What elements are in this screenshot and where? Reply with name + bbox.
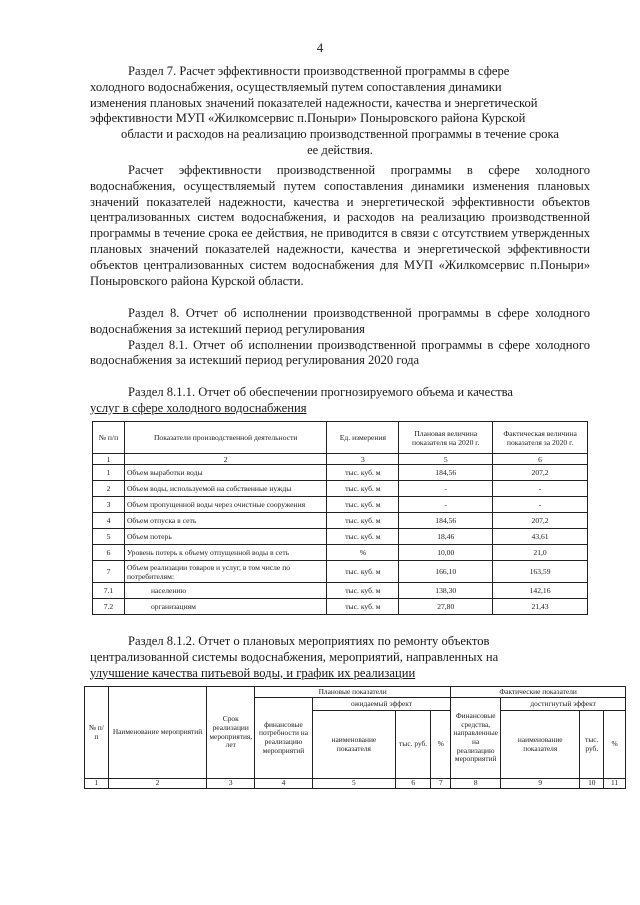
row-number: 7 xyxy=(93,561,125,583)
row-number: 5 xyxy=(93,529,125,545)
section81-heading: Раздел 8.1. Отчет об исполнении производственной программы в сфере холодного водоснабжения за истекший период регулирования 2020 года xyxy=(90,337,590,368)
section7-heading-line: холодного водоснабжения, осуществляемый путем сопоставления динамики xyxy=(90,79,502,94)
row-number: 1 xyxy=(93,465,125,481)
col-header-fin-fact: Финансовые средства, направленные на реализацию мероприятий xyxy=(451,698,501,779)
column-number: 9 xyxy=(501,779,580,789)
section8-heading: Раздел 8. Отчет об исполнении производственной программы в сфере холодного водоснабжения за истекший период регулирования xyxy=(90,306,590,336)
table-row xyxy=(93,529,588,545)
row-unit: тыс. куб. м xyxy=(327,465,399,481)
row-unit: % xyxy=(327,545,399,561)
section812-heading: централизованной системы водоснабжения, мероприятий, направленных на xyxy=(90,649,499,664)
table-row xyxy=(93,545,588,561)
row-name: Объем пропущенной воды через очистные сооружения xyxy=(124,497,327,513)
row-fact: 207,2 xyxy=(493,513,588,529)
table-row xyxy=(93,481,588,497)
col-header-planned: Плановые показатели xyxy=(255,687,451,698)
row-fact: 21,43 xyxy=(493,599,588,615)
row-unit: тыс. куб. м xyxy=(327,513,399,529)
row-plan: 18,46 xyxy=(399,529,493,545)
column-number: 2 xyxy=(108,779,207,789)
row-unit: тыс. куб. м xyxy=(327,583,399,599)
section811-heading: услуг в сфере холодного водоснабжения xyxy=(90,400,307,415)
col-header-number: № п/п xyxy=(85,687,109,779)
row-unit: тыс. куб. м xyxy=(327,481,399,497)
column-number: 1 xyxy=(85,779,109,789)
row-plan: 27,80 xyxy=(399,599,493,615)
row-name: Объем реализации товаров и услуг, в том числе по потребителям: xyxy=(124,561,327,583)
section7-heading xyxy=(90,64,590,159)
row-plan: - xyxy=(399,481,493,497)
table-header: Плановая величина показателя на 2020 г. xyxy=(399,422,493,454)
col-header-thousand-rub: тыс. руб. xyxy=(395,711,431,779)
row-number: 7.2 xyxy=(93,599,125,615)
column-number: 3 xyxy=(207,779,255,789)
row-fact: 163,59 xyxy=(493,561,588,583)
col-header-name: Наименование мероприятий xyxy=(108,687,207,779)
row-plan: 138,30 xyxy=(399,583,493,599)
section812-heading: улучшение качества питьевой воды, и график их реализации xyxy=(90,665,416,680)
row-name: населению xyxy=(124,583,327,599)
table-row xyxy=(93,561,588,583)
column-number: 7 xyxy=(431,779,451,789)
column-number: 3 xyxy=(327,454,399,465)
row-fact: 207,2 xyxy=(493,465,588,481)
col-header-thousand-rub: тыс. руб. xyxy=(580,711,604,779)
row-name: Объем воды, используемой на собственные нужды xyxy=(124,481,327,497)
table-row xyxy=(93,497,588,513)
row-number: 2 xyxy=(93,481,125,497)
row-fact: - xyxy=(493,497,588,513)
row-number: 4 xyxy=(93,513,125,529)
table-row xyxy=(93,599,588,615)
col-header-fin-plan: финансовые потребности на реализацию мероприятий xyxy=(255,698,313,779)
col-header-achieved: достигнутый эффект xyxy=(501,698,626,711)
row-plan: 10,00 xyxy=(399,545,493,561)
column-number: 6 xyxy=(493,454,588,465)
table-header: Фактическая величина показателя за 2020 г. xyxy=(493,422,588,454)
col-header-indicator: наименование показателя xyxy=(312,711,395,779)
section811-heading: Раздел 8.1.1. Отчет об обеспечении прогнозируемого объема и качества xyxy=(128,385,514,399)
row-plan: - xyxy=(399,497,493,513)
row-name: Объем выработки воды xyxy=(124,465,327,481)
col-header-term: Срок реализации мероприятия, лет xyxy=(207,687,255,779)
section7-body: Расчет эффективности производственной программы в сфере холодного водоснабжения, осуществляемый путем сопоставления динамики изменения плановых значений показателей надежности, качества и энергетической эффективности объектов централизованных систем водоснабжения, и расходов на реализацию производственной программы в течение срока ее действия, не приводится в связи с отсутствием утвержденных плановых значений показателей надежности, качества и энергетической эффективности объектов централизованных систем водоснабжения для МУП «Жилкомсервис п.Поныри» Поныровского района Курской области. xyxy=(90,163,590,288)
table-row xyxy=(93,513,588,529)
section7-heading-line: ее действия. xyxy=(307,142,373,157)
column-number: 6 xyxy=(395,779,431,789)
column-number: 10 xyxy=(580,779,604,789)
table-header: Ед. измерения xyxy=(327,422,399,454)
row-fact: - xyxy=(493,481,588,497)
column-number: 4 xyxy=(255,779,313,789)
row-name: организациям xyxy=(124,599,327,615)
row-number: 6 xyxy=(93,545,125,561)
col-header-actual: Фактические показатели xyxy=(451,687,626,698)
row-unit: тыс. куб. м xyxy=(327,497,399,513)
section7-heading-line: изменения плановых значений показателей надежности, качества и энергетической xyxy=(90,95,538,110)
row-fact: 21,0 xyxy=(493,545,588,561)
column-number: 1 xyxy=(93,454,125,465)
column-number: 5 xyxy=(399,454,493,465)
page-number: 4 xyxy=(316,40,324,55)
row-name: Уровень потерь к объему отпущенной воды в сеть xyxy=(124,545,327,561)
col-header-percent: % xyxy=(604,711,626,779)
row-name: Объем отпуска в сеть xyxy=(124,513,327,529)
table-header: Показатели производственной деятельности xyxy=(124,422,327,454)
row-unit: тыс. куб. м xyxy=(327,599,399,615)
column-number: 2 xyxy=(124,454,327,465)
table-row xyxy=(93,583,588,599)
row-fact: 43,61 xyxy=(493,529,588,545)
row-fact: 142,16 xyxy=(493,583,588,599)
row-plan: 184,56 xyxy=(399,465,493,481)
row-number: 7.1 xyxy=(93,583,125,599)
section7-heading-line: области и расходов на реализацию производственной программы в течение срока xyxy=(121,127,559,142)
section812-heading: Раздел 8.1.2. Отчет о плановых мероприятиях по ремонту объектов xyxy=(128,634,490,648)
table-header: № п/п xyxy=(93,422,125,454)
column-number: 8 xyxy=(451,779,501,789)
column-number: 5 xyxy=(312,779,395,789)
row-number: 3 xyxy=(93,497,125,513)
row-plan: 166,10 xyxy=(399,561,493,583)
production-indicators-table xyxy=(92,421,588,615)
repair-measures-table xyxy=(84,686,626,789)
column-number: 11 xyxy=(604,779,626,789)
row-plan: 184,56 xyxy=(399,513,493,529)
col-header-percent: % xyxy=(431,711,451,779)
col-header-expected: ожидаемый эффект xyxy=(312,698,450,711)
table-row xyxy=(93,465,588,481)
row-unit: тыс. куб. м xyxy=(327,561,399,583)
section7-heading-line: эффективности МУП «Жилкомсервис п.Поныри» Поныровского района Курской xyxy=(90,111,526,126)
row-unit: тыс. куб. м xyxy=(327,529,399,545)
col-header-indicator: наименование показателя xyxy=(501,711,580,779)
row-name: Объем потерь xyxy=(124,529,327,545)
section7-heading-line: Раздел 7. Расчет эффективности производственной программы в сфере xyxy=(128,64,510,78)
